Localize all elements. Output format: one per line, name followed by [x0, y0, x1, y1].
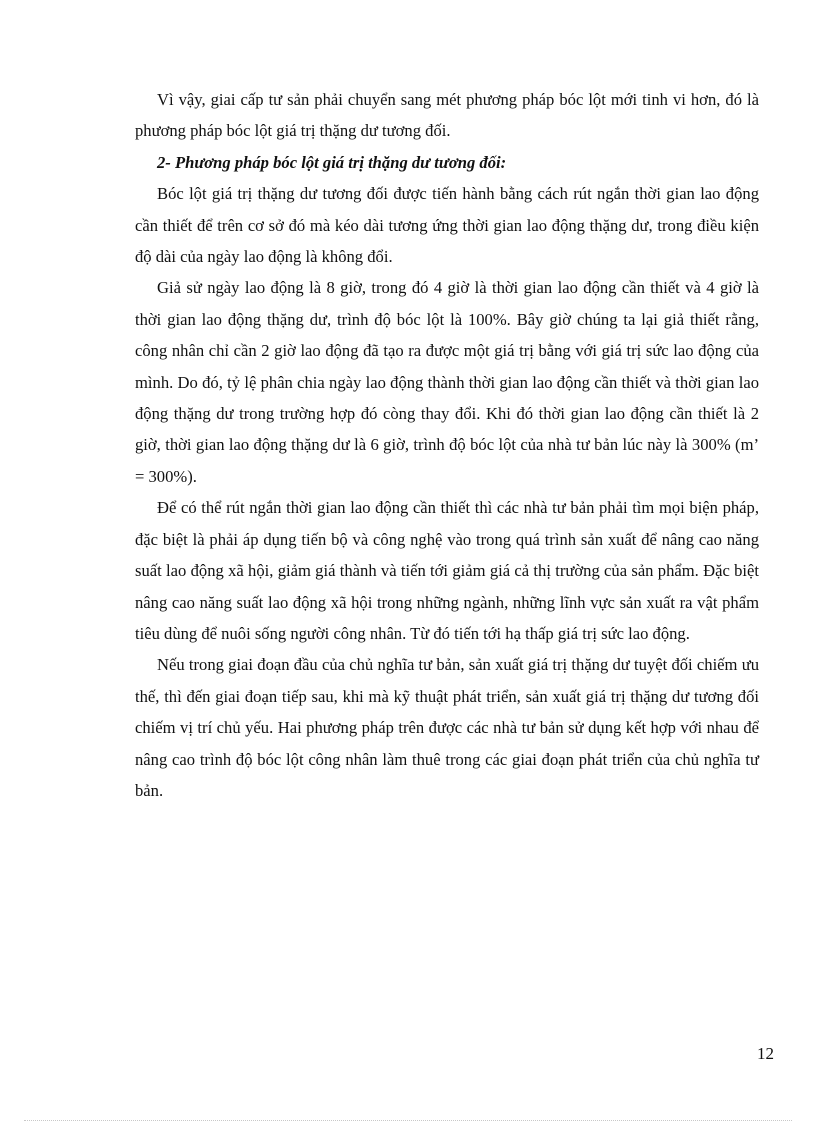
paragraph-example: Giả sử ngày lao động là 8 giờ, trong đó 4 giờ là thời gian lao động cần thiết và 4 giờ là thời gian lao động thặng dư, trình độ bóc lột là 100%. Bây giờ chúng ta lại giả thiết rằng, công nhân chỉ cần 2 giờ lao động đã tạo ra được một giá trị bằng với giá trị sức lao động của mình. Do đó, tỷ lệ phân chia ngày lao động thành thời gian lao động cần thiết và thời gian lao động thặng dư trong trường hợp đó còng thay đổi. Khi đó thời gian lao động cần thiết là 2 giờ, thời gian lao động thặng dư là 6 giờ, trình độ bóc lột của nhà tư bản lúc này là 300% (m’ = 300%). — [135, 278, 759, 486]
page-content — [135, 84, 759, 806]
paragraph-conclusion: Nếu trong giai đoạn đầu của chủ nghĩa tư bản, sản xuất giá trị thặng dư tuyệt đối chiếm ưu thế, thì đến giai đoạn tiếp sau, khi mà kỹ thuật phát triển, sản xuất giá trị thặng dư tương đối chiếm vị trí chủ yếu. Hai phương pháp trên được các nhà tư bản sử dụng kết hợp với nhau để nâng cao trình độ bóc lột công nhân làm thuê trong các giai đoạn phát triển của chủ nghĩa tư bản. — [135, 655, 759, 800]
paragraph-intro: Vì vậy, giai cấp tư sản phải chuyển sang mét phương pháp bóc lột mới tinh vi hơn, đó là phương pháp bóc lột giá trị thặng dư tương đối. — [135, 90, 759, 141]
section-heading: 2- Phương pháp bóc lột giá trị thặng dư tương đối: — [157, 152, 507, 172]
paragraph-definition: Bóc lột giá trị thặng dư tương đối được tiến hành bằng cách rút ngắn thời gian lao động cần thiết để trên cơ sở đó mà kéo dài tương ứng thời gian lao động thặng dư, trong điều kiện độ dài của ngày lao động là không đổi. — [135, 184, 759, 267]
paragraph-methods: Để có thể rút ngắn thời gian lao động cần thiết thì các nhà tư bản phải tìm mọi biện pháp, đặc biệt là phải áp dụng tiến bộ và công nghệ vào trong quá trình sản xuất để nâng cao năng suất lao động xã hội, giảm giá thành và tiến tới giảm giá cả thị trường của sản phẩm. Đặc biệt nâng cao năng suất lao động xã hội trong những ngành, những lĩnh vực sản xuất ra vật phẩm tiêu dùng để nuôi sống người công nhân. Từ đó tiến tới hạ thấp giá trị sức lao động. — [135, 498, 759, 643]
page-bottom-border — [24, 1120, 792, 1121]
page-number: 12 — [757, 1044, 774, 1063]
